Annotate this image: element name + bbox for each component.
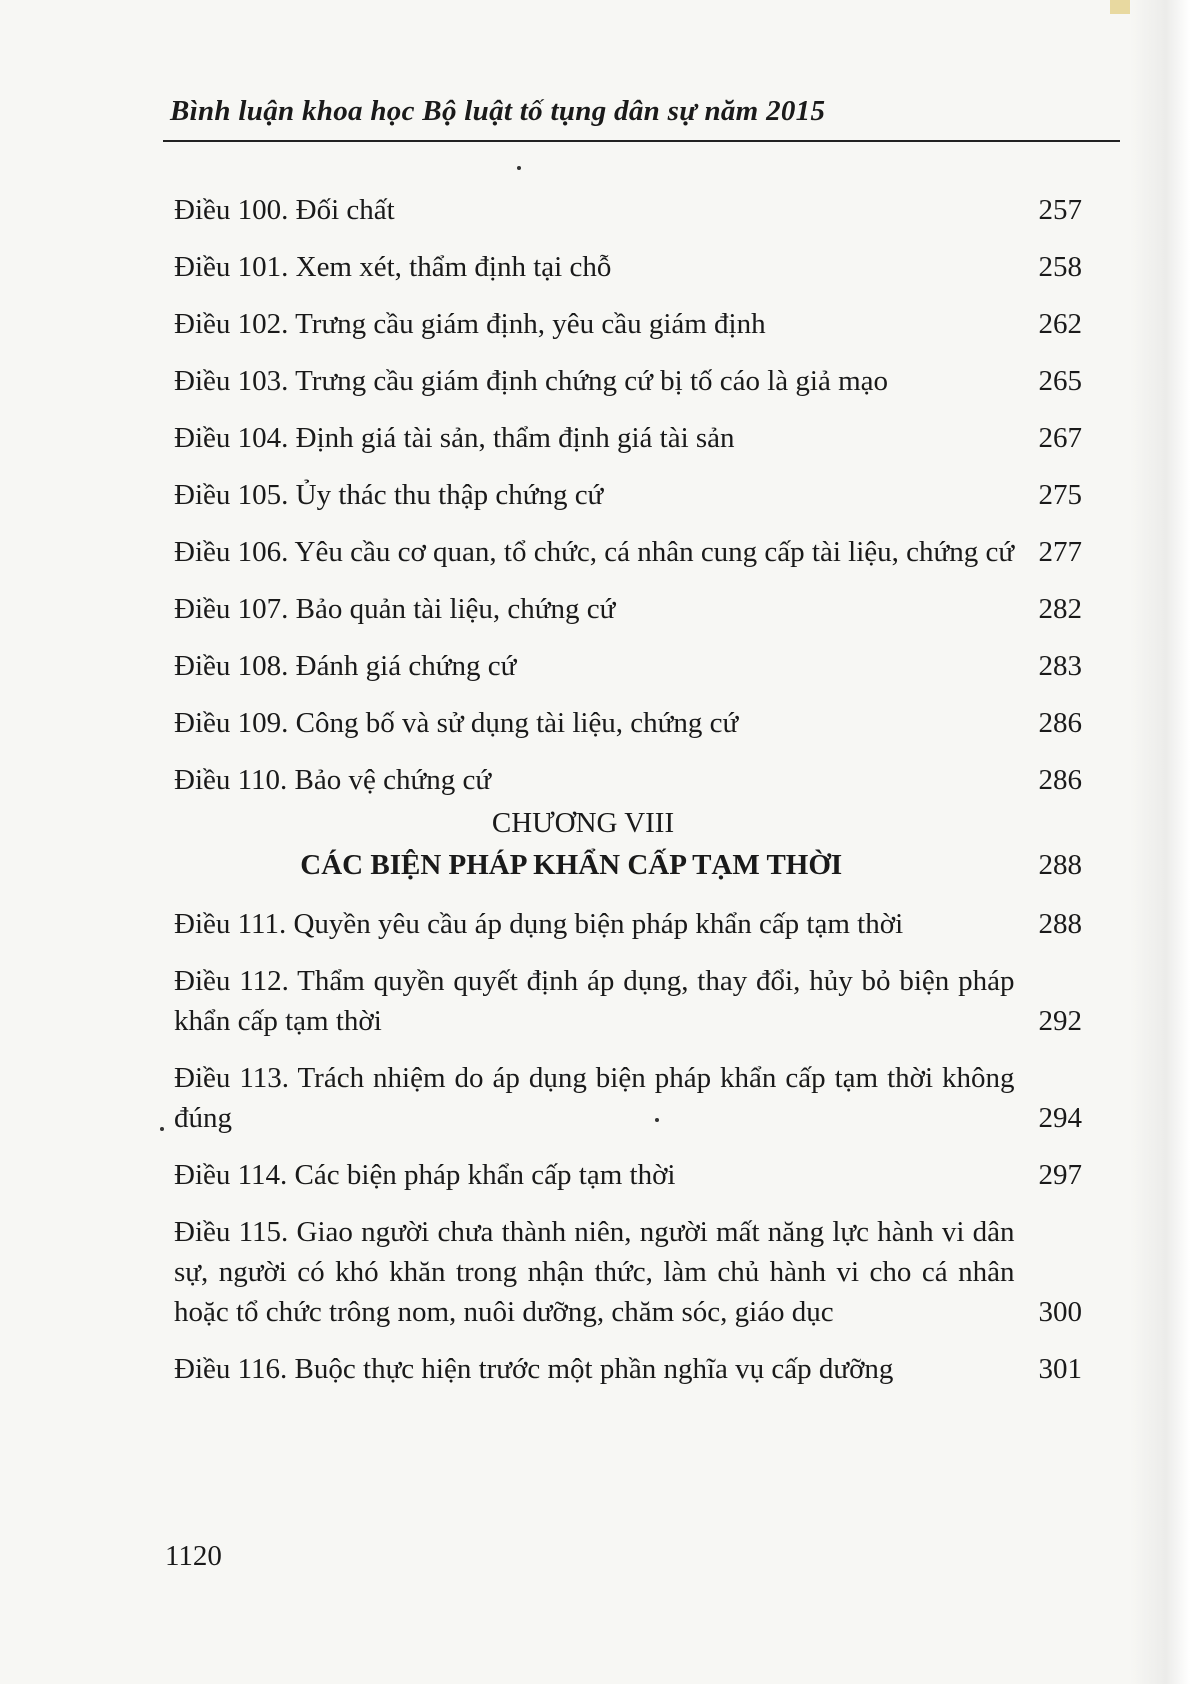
toc-entry-page: 257	[1038, 194, 1082, 226]
toc-entry-page: 288	[1038, 908, 1082, 940]
toc-entry	[174, 961, 1082, 1041]
toc-entry	[174, 532, 1082, 572]
toc-entry	[174, 418, 1082, 458]
chapter-page: 288	[1038, 849, 1082, 881]
toc-entry-title: Điều 109. Công bố và sử dụng tài liệu, chứng cứ	[174, 707, 739, 739]
toc-entry-page: 267	[1038, 422, 1082, 454]
toc-entry-page: 265	[1038, 365, 1082, 397]
page-number: 1120	[165, 1540, 222, 1572]
toc-entry-page: 262	[1038, 308, 1082, 340]
toc-entry-page: 277	[1038, 536, 1082, 568]
toc-entry-title: Điều 113. Trách nhiệm do áp dụng biện pháp khẩn cấp tạm thời không đúng	[174, 1062, 1015, 1134]
header-rule	[163, 140, 1120, 142]
toc-entry-title: Điều 108. Đánh giá chứng cứ	[174, 650, 517, 682]
toc-entry-title: Điều 101. Xem xét, thẩm định tại chỗ	[174, 251, 612, 283]
toc-entry-page: 300	[1038, 1296, 1082, 1328]
toc-entry	[174, 304, 1082, 344]
toc-entry-title: Điều 103. Trưng cầu giám định chứng cứ bị tố cáo là giả mạo	[174, 365, 889, 397]
toc-entry-page: 301	[1038, 1353, 1082, 1385]
toc-entry	[174, 1212, 1082, 1332]
running-header: Bình luận khoa học Bộ luật tố tụng dân sự năm 2015	[170, 95, 826, 127]
toc-entry	[174, 760, 1082, 800]
toc-entry-title: Điều 111. Quyền yêu cầu áp dụng biện pháp khẩn cấp tạm thời	[174, 908, 904, 940]
toc-entry	[174, 1058, 1082, 1138]
toc-entry-page: 294	[1038, 1102, 1082, 1134]
toc-entry-title: Điều 100. Đối chất	[174, 194, 395, 226]
chapter-number: CHƯƠNG VIII	[491, 807, 675, 839]
toc-entry-page: 286	[1038, 707, 1082, 739]
toc-entry-title: Điều 115. Giao người chưa thành niên, người mất năng lực hành vi dân sự, người có khó khăn trong nhận thức, làm chủ hành vi cho cá nhân hoặc tổ chức trông nom, nuôi dưỡng, chăm sóc, giáo dục	[174, 1216, 1015, 1328]
print-speck	[160, 1127, 164, 1131]
toc-entry-title: Điều 106. Yêu cầu cơ quan, tổ chức, cá nhân cung cấp tài liệu, chứng cứ	[174, 536, 1015, 568]
toc-entry-page: 297	[1038, 1159, 1082, 1191]
toc-entry-page: 283	[1038, 650, 1082, 682]
toc-entry	[174, 190, 1082, 230]
chapter-heading	[174, 843, 1082, 887]
toc-entry-title: Điều 107. Bảo quản tài liệu, chứng cứ	[174, 593, 616, 625]
toc-entry	[174, 1349, 1082, 1389]
toc-entry	[174, 904, 1082, 944]
toc-entry-title: Điều 116. Buộc thực hiện trước một phần nghĩa vụ cấp dưỡng	[174, 1353, 894, 1385]
toc-entry	[174, 646, 1082, 686]
toc-entry-title: Điều 112. Thẩm quyền quyết định áp dụng, thay đổi, hủy bỏ biện pháp khẩn cấp tạm thời	[174, 965, 1015, 1037]
toc-entry-page: 258	[1038, 251, 1082, 283]
toc-entry-page: 275	[1038, 479, 1082, 511]
toc-entry-page: 286	[1038, 764, 1082, 796]
page-edge-shadow	[1130, 0, 1190, 1684]
table-of-contents	[174, 190, 1082, 1406]
toc-entry	[174, 1155, 1082, 1195]
toc-entry-title: Điều 114. Các biện pháp khẩn cấp tạm thời	[174, 1159, 676, 1191]
toc-entry-page: 282	[1038, 593, 1082, 625]
chapter-title: CÁC BIỆN PHÁP KHẨN CẤP TẠM THỜI	[300, 849, 843, 881]
toc-entry	[174, 361, 1082, 401]
toc-entry	[174, 475, 1082, 515]
toc-entry	[174, 703, 1082, 743]
toc-entry	[174, 589, 1082, 629]
print-speck	[655, 1118, 659, 1122]
toc-entry-title: Điều 110. Bảo vệ chứng cứ	[174, 764, 492, 796]
toc-entry-title: Điều 102. Trưng cầu giám định, yêu cầu giám định	[174, 308, 766, 340]
toc-entry-page: 292	[1038, 1005, 1082, 1037]
toc-entry-title: Điều 104. Định giá tài sản, thẩm định giá tài sản	[174, 422, 735, 454]
print-speck	[517, 166, 521, 170]
toc-entry	[174, 247, 1082, 287]
toc-entry-title: Điều 105. Ủy thác thu thập chứng cứ	[174, 479, 604, 511]
